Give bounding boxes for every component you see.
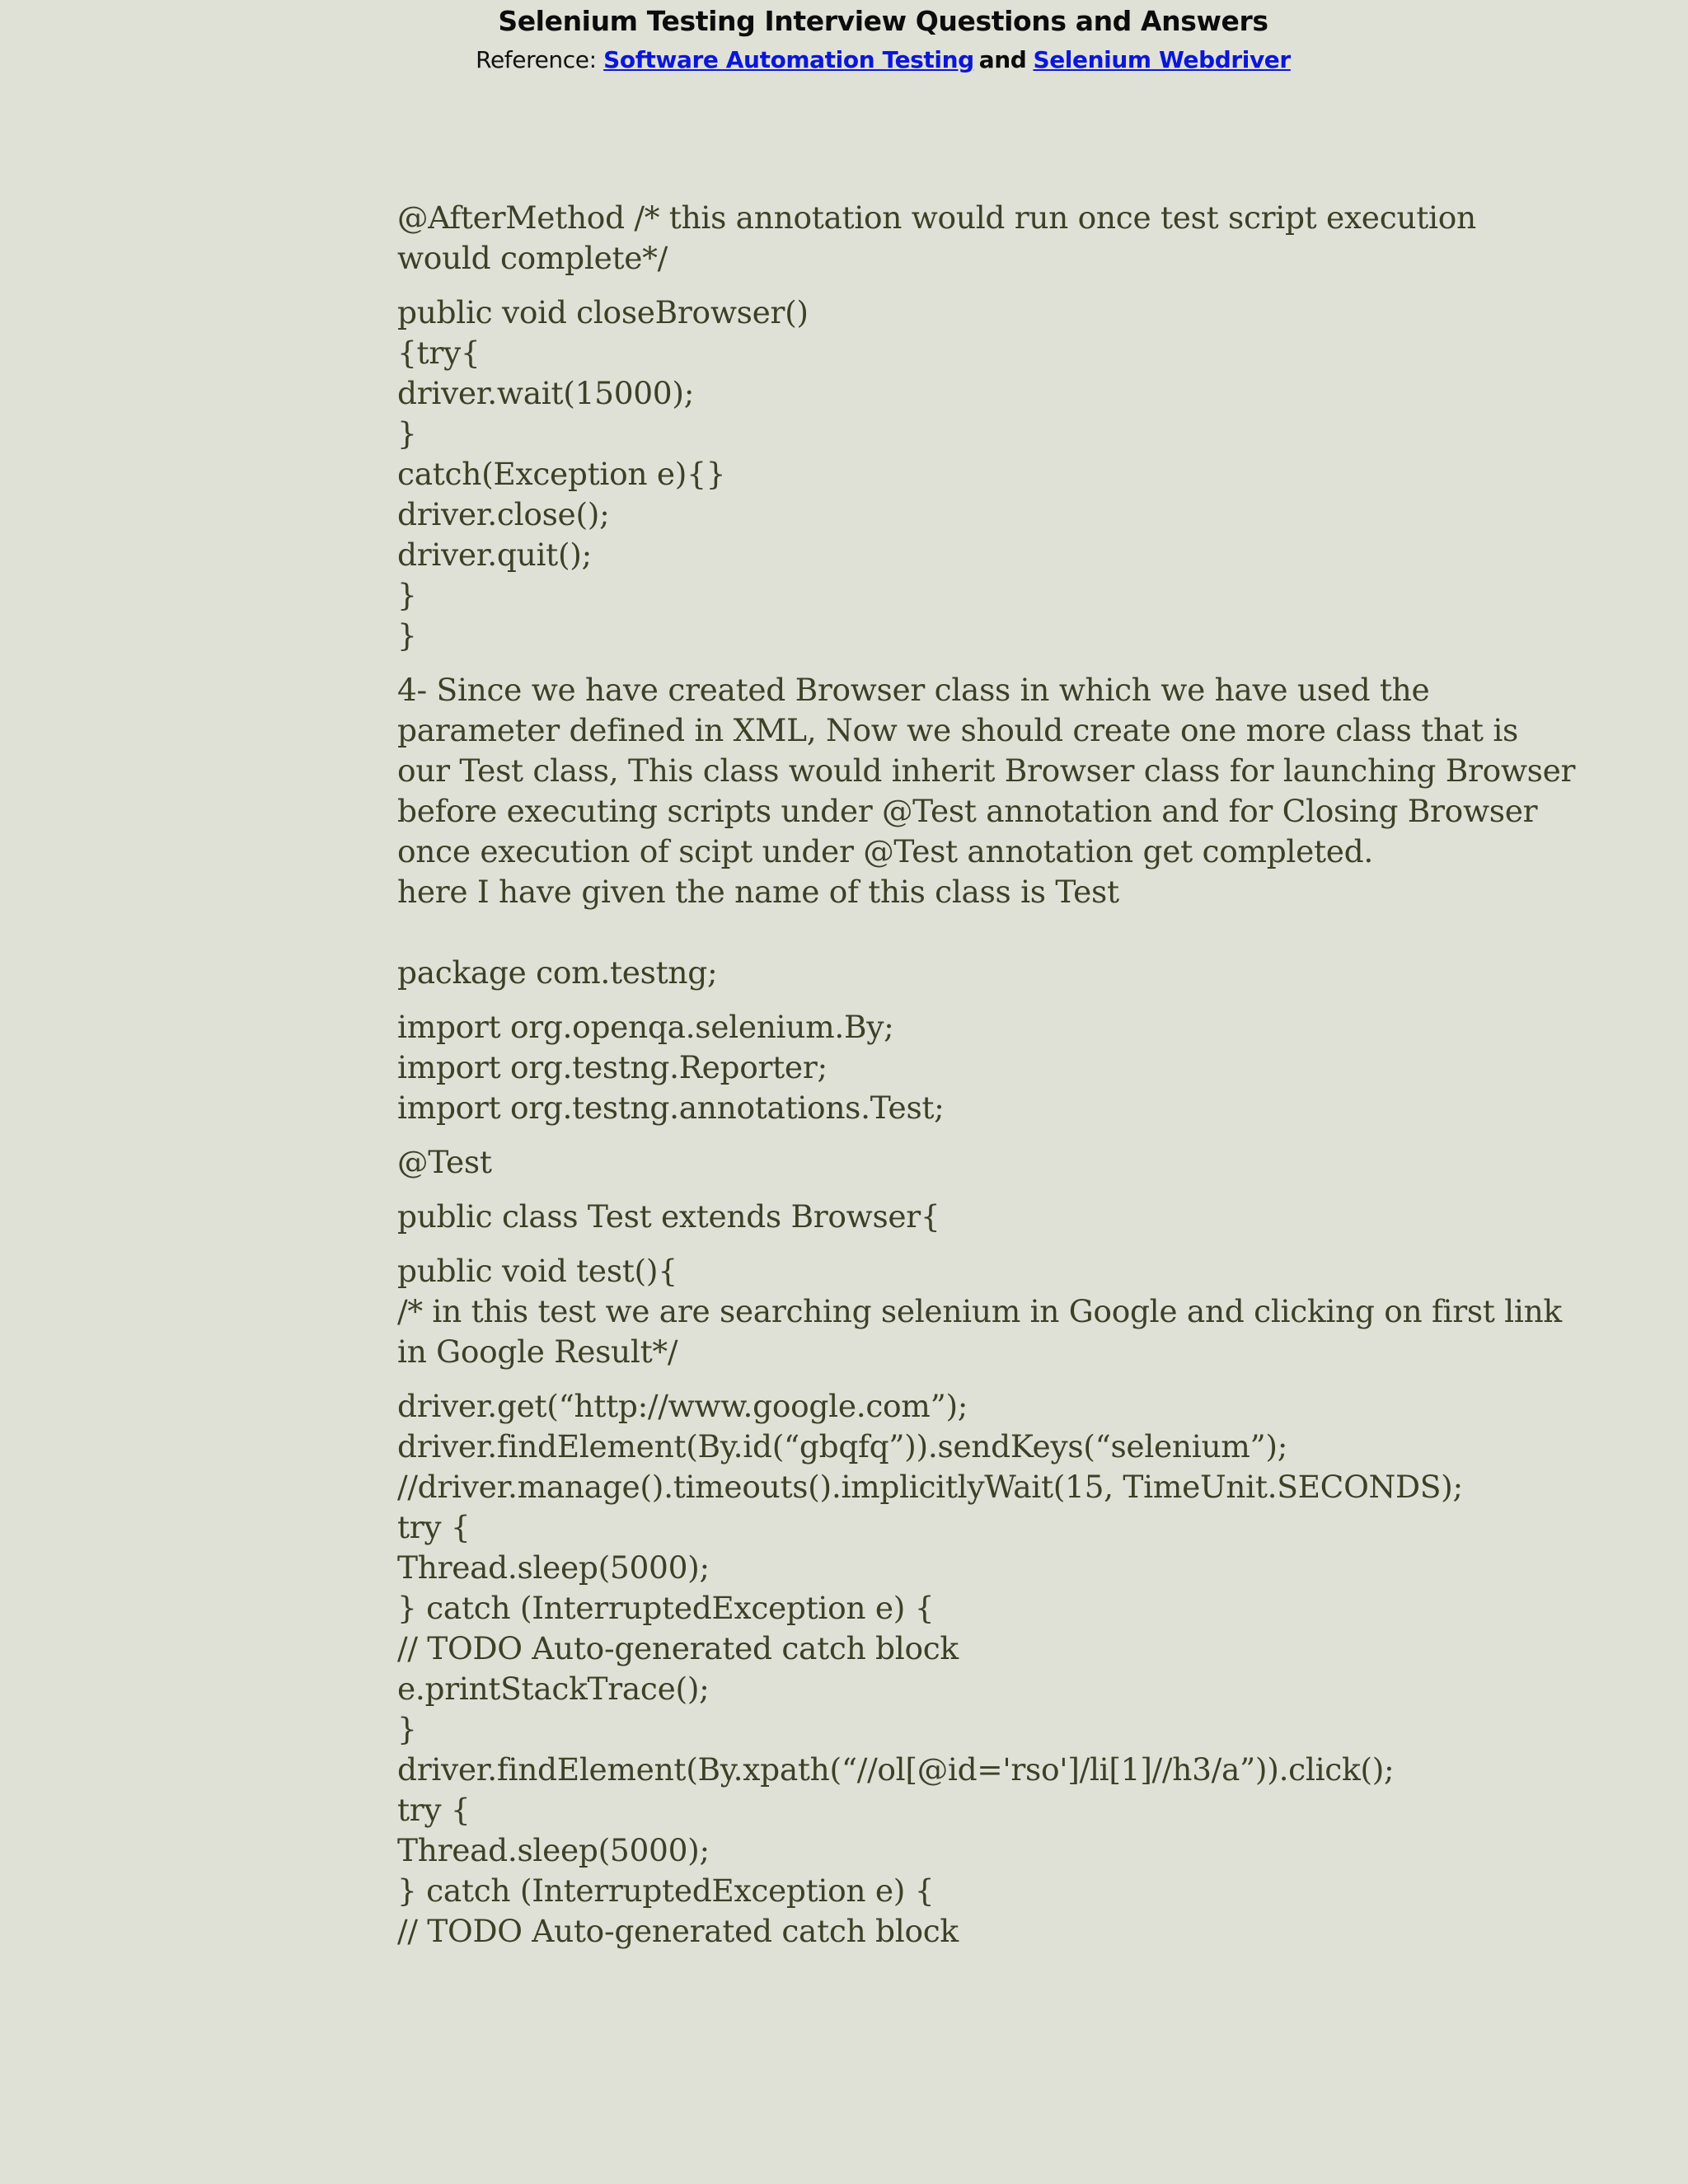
package-block — [397, 953, 1493, 993]
paragraph-line: our Test class, This class would inherit Browser class for launching Browser — [397, 752, 1576, 789]
selenium-webdriver-link[interactable]: Selenium Webdriver — [1033, 46, 1291, 73]
document-title: Selenium Testing Interview Questions and Answers — [498, 5, 1268, 37]
reference-line — [78, 45, 1688, 75]
code-line: driver.close(); — [397, 496, 610, 532]
software-automation-testing-link[interactable]: Software Automation Testing — [603, 46, 974, 73]
code-line: import org.openqa.selenium.By; — [397, 1009, 894, 1045]
code-line: Thread.sleep(5000); — [397, 1549, 710, 1586]
code-line: // TODO Auto-generated catch block — [397, 1913, 959, 1949]
paragraph-line: once execution of scipt under @Test annotation get completed. — [397, 833, 1374, 869]
reference-and: and — [978, 46, 1027, 73]
code-line: } — [397, 577, 417, 613]
code-line: Thread.sleep(5000); — [397, 1832, 710, 1868]
code-line: package com.testng; — [397, 954, 718, 991]
code-line: driver.findElement(By.xpath(“//ol[@id='rso']/li[1]//h3/a”)).click(); — [397, 1751, 1395, 1788]
test-method-block — [397, 1251, 1562, 1372]
code-line: @Test — [397, 1144, 492, 1180]
code-line: } catch (InterruptedException e) { — [397, 1590, 935, 1626]
code-line: import org.testng.Reporter; — [397, 1049, 828, 1085]
step-4-paragraph — [397, 670, 1576, 912]
imports-block — [397, 1007, 1493, 1128]
code-line: } — [397, 617, 417, 654]
code-line: } — [397, 1711, 417, 1747]
test-body-block — [397, 1386, 1493, 1952]
code-line: public void closeBrowser() — [397, 294, 809, 330]
test-annotation-block — [397, 1142, 1493, 1183]
paragraph-line: before executing scripts under @Test annotation and for Closing Browser — [397, 793, 1538, 829]
code-line: would complete*/ — [397, 240, 668, 276]
code-line: // TODO Auto-generated catch block — [397, 1630, 959, 1666]
code-line: import org.testng.annotations.Test; — [397, 1090, 945, 1126]
paragraph-line: 4- Since we have created Browser class in which we have used the — [397, 672, 1430, 708]
code-line: public void test(){ — [397, 1253, 678, 1289]
code-line: } — [397, 415, 417, 452]
code-line: catch(Exception e){} — [397, 456, 726, 492]
after-method-block — [397, 198, 1493, 279]
code-line: try { — [397, 1509, 471, 1545]
code-line: @AfterMethod /* this annotation would run once test script execution — [397, 199, 1476, 236]
blank-space — [397, 926, 1493, 953]
code-line: e.printStackTrace(); — [397, 1671, 710, 1707]
class-declaration-block — [397, 1197, 1493, 1237]
reference-label: Reference: — [476, 46, 604, 73]
code-line: in Google Result*/ — [397, 1333, 678, 1370]
code-line: } catch (InterruptedException e) { — [397, 1872, 935, 1909]
code-line: /* in this test we are searching selenium in Google and clicking on first link — [397, 1293, 1562, 1329]
code-line: {try{ — [397, 335, 481, 371]
page-header — [0, 0, 1688, 75]
code-line: driver.wait(15000); — [397, 375, 695, 411]
code-line: driver.quit(); — [397, 537, 592, 573]
code-line: public class Test extends Browser{ — [397, 1198, 940, 1235]
code-line: try { — [397, 1792, 471, 1828]
code-line: //driver.manage().timeouts().implicitlyWait(15, TimeUnit.SECONDS); — [397, 1469, 1463, 1505]
paragraph-line: parameter defined in XML, Now we should create one more class that is — [397, 712, 1518, 748]
close-browser-block — [397, 293, 1493, 656]
code-line: driver.findElement(By.id(“gbqfq”)).sendKeys(“selenium”); — [397, 1428, 1288, 1465]
paragraph-line: here I have given the name of this class is Test — [397, 874, 1119, 910]
document-body — [397, 198, 1576, 1966]
code-line: driver.get(“http://www.google.com”); — [397, 1388, 968, 1424]
